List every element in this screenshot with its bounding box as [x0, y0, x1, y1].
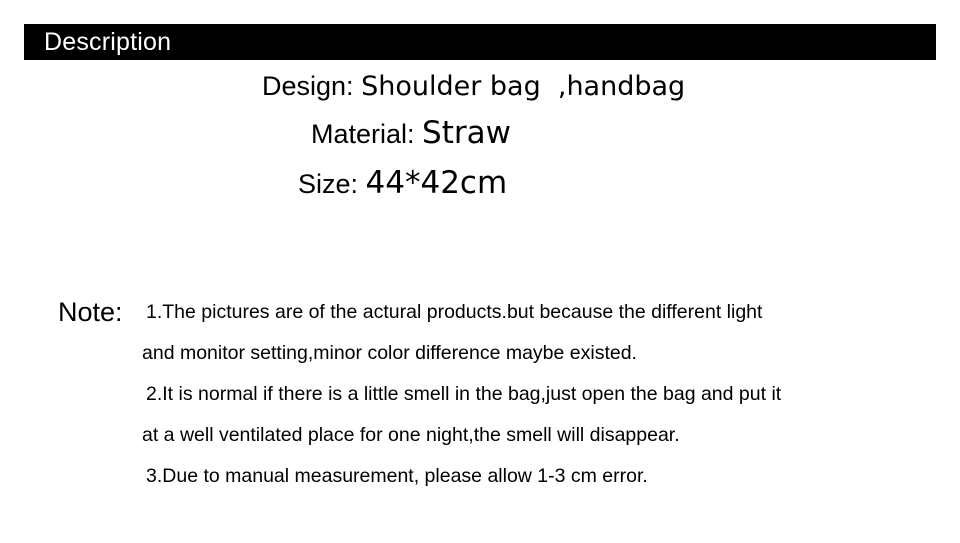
spec-value-design: Shoulder bag ,handbag	[361, 71, 686, 102]
note-line: 2.It is normal if there is a little smell in the bag,just open the bag and put it	[146, 383, 782, 405]
spec-row-material	[0, 113, 960, 155]
product-specs	[0, 68, 960, 205]
spec-label-design: Design:	[262, 71, 362, 101]
note-line: 1.The pictures are of the actural products.but because the different light	[146, 301, 763, 323]
spec-value-material: Straw	[422, 115, 511, 152]
note-line: 3.Due to manual measurement, please allow 1-3 cm error.	[146, 465, 648, 487]
spec-row-design	[0, 68, 960, 105]
note-line: at a well ventilated place for one night,the smell will disappear.	[142, 424, 680, 446]
spec-label-material: Material:	[311, 119, 423, 150]
notes-lines	[142, 292, 932, 497]
spec-label-size: Size:	[298, 169, 366, 200]
note-line: and monitor setting,minor color difference maybe existed.	[142, 342, 637, 364]
notes-heading: Note:	[58, 297, 123, 327]
spec-value-size: 44*42cm	[365, 165, 508, 202]
spec-row-size	[0, 163, 960, 205]
description-header-bar	[24, 24, 936, 60]
page-title: Description	[44, 27, 172, 56]
